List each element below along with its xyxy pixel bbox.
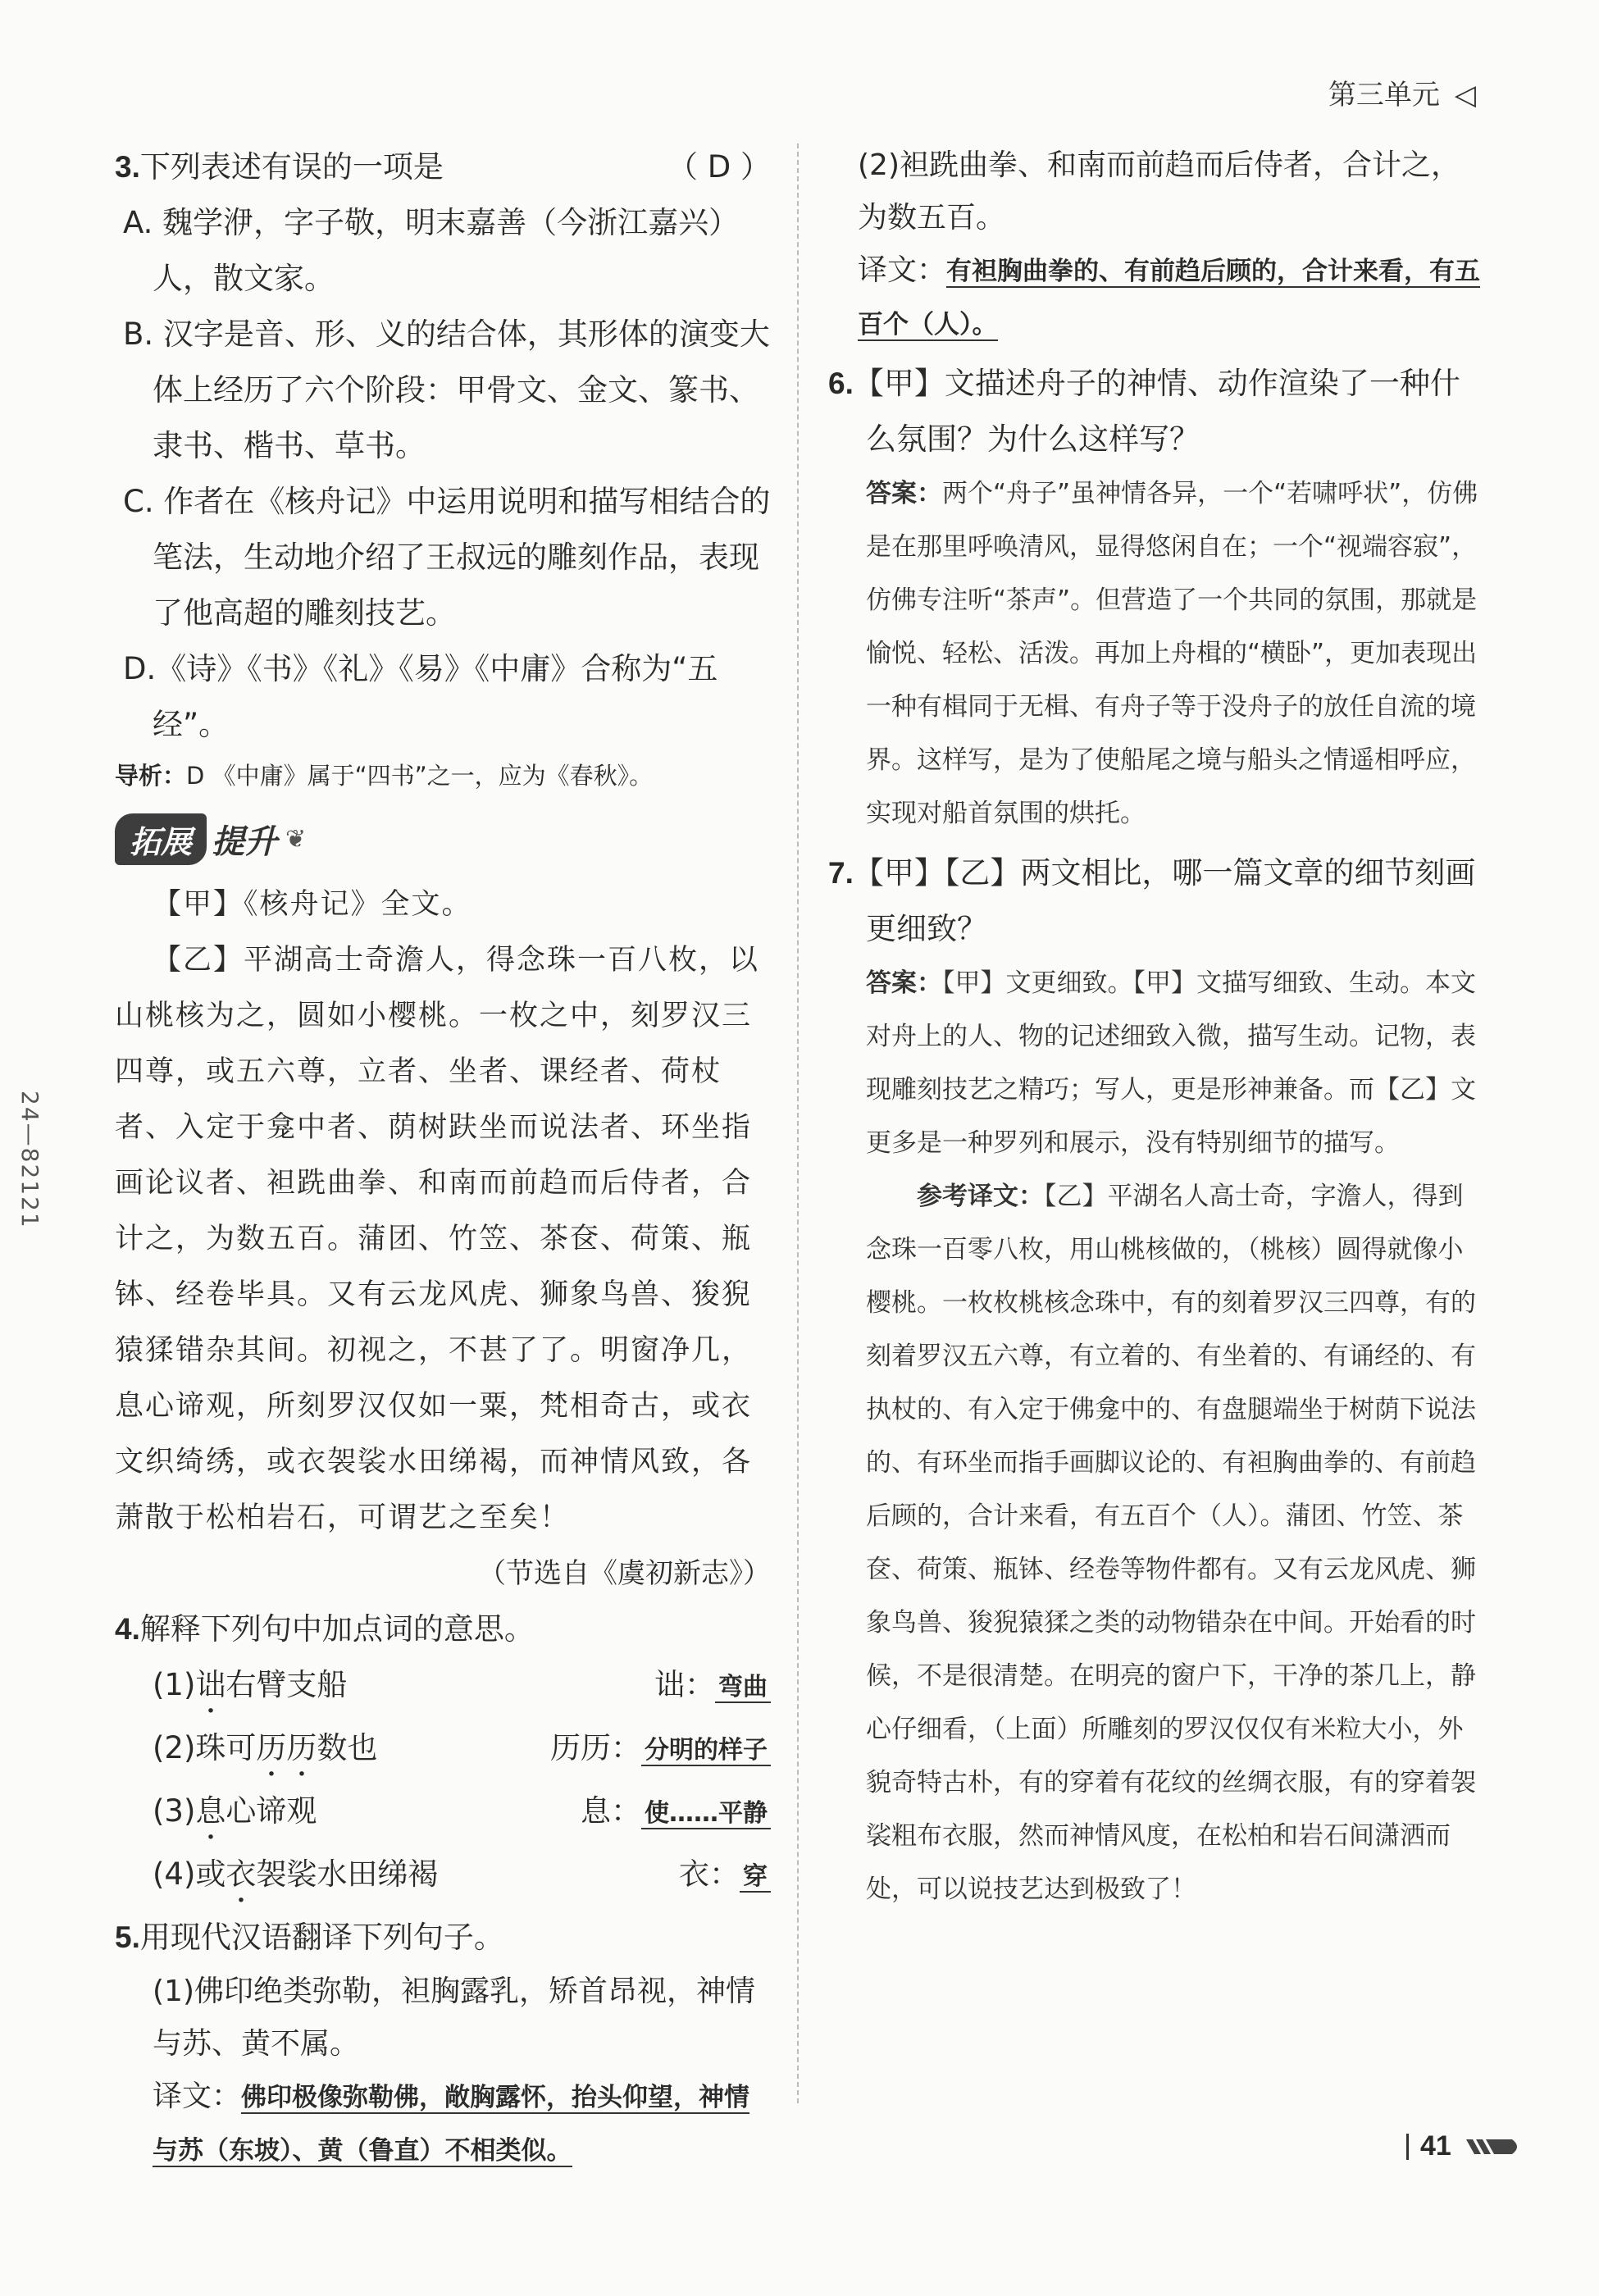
q4-item-4: (4)或衣袈裟水田绨褐 衣： 穿 bbox=[115, 1847, 771, 1910]
unit-label: 第三单元 bbox=[1328, 79, 1440, 112]
q3-text: 下列表述有误的一项是 bbox=[139, 149, 444, 184]
q6-answer: 答案：两个“舟子”虽神情各异，一个“若啸呼状”，仿佛是在那里呼唤清风，显得悠闲自在；一个“视端容寂”，仿佛专注听“茶声”。但营造了一个共同的氛围，那就是愉悦、轻松、活泼。再加上舟楫的“横卧”，更加表现出一种有楫同于无楫、有舟子等于没舟子的放任自流的境界。这样写，是为了使船尾之境与船头之情遥相呼应，实现对船首氛围的烘托。 bbox=[866, 479, 1478, 828]
question-7: 7.【甲】【乙】两文相比，哪一篇文章的细节刻画更细致？ bbox=[828, 855, 1476, 946]
passage-source: （节选自《虞初新志》） bbox=[478, 1557, 771, 1590]
q7-answer: 答案：【甲】文更细致。【甲】文描写细致、生动。本文对舟上的人、物的记述细致入微，描写生动。记物，表现雕刻技艺之精巧；写人，更是形神兼备。而【乙】文更多是一种罗列和展示，没有特别细节的描写。 bbox=[866, 968, 1476, 1158]
column-divider bbox=[797, 144, 799, 2103]
question-4: 4.解释下列句中加点词的意思。 bbox=[115, 1611, 535, 1647]
section-title-box: 拓展 bbox=[115, 813, 207, 865]
question-5: 5.用现代汉语翻译下列句子。 bbox=[115, 1920, 504, 1955]
page-decoration-icon bbox=[1465, 2138, 1522, 2156]
q3-answer: （ D ） bbox=[667, 149, 771, 184]
q4-item-2: (2)珠可历历数也 历历： 分明的样子 bbox=[115, 1720, 771, 1784]
triangle-icon: ◁ bbox=[1454, 79, 1476, 112]
passage-yi: 【乙】平湖高士奇澹人，得念珠一百八枚，以山桃核为之，圆如小樱桃。一枚之中，刻罗汉三四尊，或五六尊，立者、坐者、课经者、荷杖者、入定于龛中者、荫树趺坐而说法者、环坐指画论议者、袒跣曲拳、和南而前趋而后侍者，合计之，为数五百。蒲团、竹笠、茶奁、荷策、瓶钵、经卷毕具。又有云龙风虎、狮象鸟兽、狻猊猿猱错杂其间。初视之，不甚了了。明窗净几，息心谛观，所刻罗汉仅如一粟，梵相奇古，或衣文织绮绣，或衣袈裟水田绨褐，而神情风致，各萧散于松柏岩石，可谓艺之至矣！ bbox=[115, 944, 760, 1534]
q3-option-b: B. 汉字是音、形、义的结合体，其形体的演变大体上经历了六个阶段：甲骨文、金文、篆书、隶书、楷书、草书。 bbox=[123, 317, 770, 463]
q3-analysis: 导析：D 《中庸》属于“四书”之一，应为《春秋》。 bbox=[115, 762, 654, 790]
left-column bbox=[115, 139, 771, 2177]
q5-sentence-2: (2)袒跣曲拳、和南而前趋而后侍者，合计之，为数五百。 bbox=[858, 148, 1460, 235]
q3-option-d: D.《诗》《书》《礼》《易》《中庸》合称为“五经”。 bbox=[123, 651, 718, 742]
page-number: 41 bbox=[1420, 2130, 1451, 2162]
question-3: 3.下列表述有误的一项是 （ D ） bbox=[115, 139, 771, 195]
right-column bbox=[828, 139, 1484, 1916]
q3-option-a: A. 魏学洢，字子敬，明末嘉善（今浙江嘉兴）人，散文家。 bbox=[123, 205, 740, 296]
section-title bbox=[115, 813, 771, 865]
q4-item-1: (1)诎右臂支船 诎： 弯曲 bbox=[115, 1657, 771, 1720]
q5-sentence-1: (1)佛印绝类弥勒，袒胸露乳，矫首昂视，神情与苏、黄不属。 bbox=[153, 1975, 755, 2061]
section-title-rest: 提升 bbox=[212, 823, 278, 861]
page-header bbox=[1328, 72, 1476, 112]
q5-translation-2: 译文：有袒胸曲拳的、有前趋后顾的，合计来看，有五百个（人）。 bbox=[858, 253, 1481, 339]
q4-item-3: (3)息心谛观 息： 使……平静 bbox=[115, 1784, 771, 1847]
passage-jia: 【甲】《核舟记》全文。 bbox=[153, 888, 472, 921]
reference-translation: 参考译文：【乙】平湖名人高士奇，字澹人，得到念珠一百零八枚，用山桃核做的，（桃核）圆得就像小樱桃。一枚枚桃核念珠中，有的刻着罗汉三四尊，有的刻着罗汉五六尊，有立着的、有坐着的、有诵经的、有执杖的、有入定于佛龛中的、有盘腿端坐于树荫下说法的、有环坐而指手画脚议论的、有袒胸曲拳的、有前趋后顾的，合计来看，有五百个（人）。蒲团、竹笠、茶奁、荷策、瓶钵、经卷等物件都有。又有云龙风虎、狮象鸟兽、狻猊猿猱之类的动物错杂在中间。开始看的时候，不是很清楚。在明亮的窗户下，干净的茶几上，静心仔细看，（上面）所雕刻的罗汉仅仅有米粒大小，外貌奇特古朴，有的穿着有花纹的丝绸衣服，有的穿着袈裟粗布衣服，然而神情风度，在松柏和岩石间潇洒而处，可以说技艺达到极致了！ bbox=[866, 1182, 1476, 1904]
leaf-icon: ❦ bbox=[285, 825, 307, 854]
side-code: 24—82121 bbox=[16, 1091, 43, 1229]
q3-option-c: C. 作者在《核舟记》中运用说明和描写相结合的笔法，生动地介绍了王叔远的雕刻作品，表现了他高超的雕刻技艺。 bbox=[123, 484, 771, 631]
question-6: 6.【甲】文描述舟子的神情、动作渲染了一种什么氛围？为什么这样写？ bbox=[828, 366, 1460, 457]
q5-translation-1: 译文：佛印极像弥勒佛，敞胸露怀，抬头仰望，神情与苏（东坡）、黄（鲁直）不相类似。 bbox=[153, 2080, 750, 2166]
page-footer bbox=[1406, 2130, 1522, 2162]
footer-bar bbox=[1406, 2134, 1409, 2160]
